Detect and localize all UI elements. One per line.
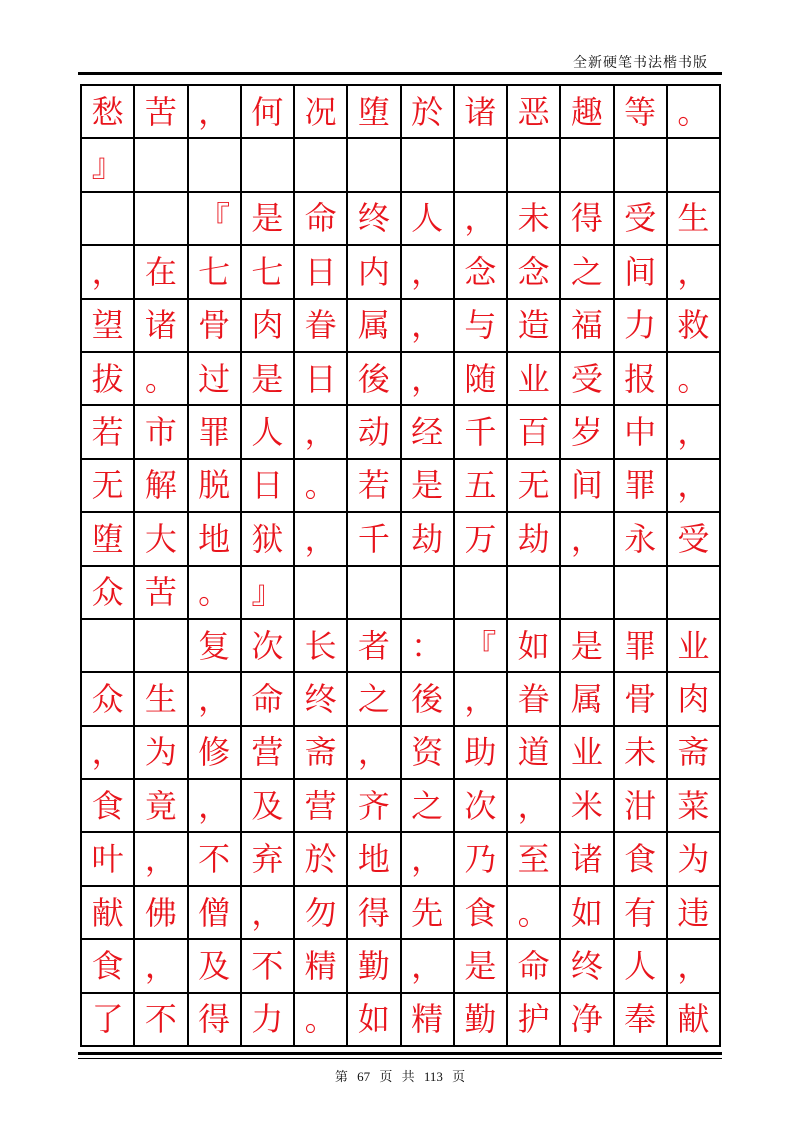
grid-cell: 永 (615, 513, 668, 566)
grid-cell: 米 (561, 780, 614, 833)
grid-cell: 苦 (135, 567, 188, 620)
grid-cell (668, 139, 721, 192)
grid-cell: 者 (348, 620, 401, 673)
grid-cell: 肉 (242, 300, 295, 353)
grid-cell: 眷 (508, 673, 561, 726)
grid-cell: 福 (561, 300, 614, 353)
grid-cell: 念 (508, 246, 561, 299)
grid-cell: 造 (508, 300, 561, 353)
grid-cell: 泔 (615, 780, 668, 833)
grid-cell (295, 567, 348, 620)
grid-cell: 如 (508, 620, 561, 673)
grid-cell: 献 (668, 994, 721, 1047)
grid-cell (135, 193, 188, 246)
grid-cell: 。 (668, 353, 721, 406)
grid-cell: 若 (82, 406, 135, 459)
total-pages: 113 (423, 1069, 443, 1084)
grid-cell: 竟 (135, 780, 188, 833)
grid-cell: 後 (402, 673, 455, 726)
grid-cell: 。 (189, 567, 242, 620)
grid-cell: 无 (508, 460, 561, 513)
grid-cell: 罪 (615, 460, 668, 513)
grid-cell: 了 (82, 994, 135, 1047)
grid-cell: 地 (348, 833, 401, 886)
grid-cell (508, 139, 561, 192)
grid-cell: 佛 (135, 887, 188, 940)
grid-cell: 不 (242, 940, 295, 993)
grid-cell: 命 (242, 673, 295, 726)
grid-cell: 『 (189, 193, 242, 246)
grid-cell: 终 (561, 940, 614, 993)
grid-cell: 。 (295, 994, 348, 1047)
grid-cell: 次 (455, 780, 508, 833)
grid-cell: 终 (348, 193, 401, 246)
grid-cell: ， (455, 673, 508, 726)
grid-cell: 人 (402, 193, 455, 246)
grid-cell: 劫 (508, 513, 561, 566)
grid-cell: 『 (455, 620, 508, 673)
grid-cell: 勤 (348, 940, 401, 993)
grid-cell (348, 567, 401, 620)
grid-cell: 。 (135, 353, 188, 406)
grid-cell: 日 (295, 353, 348, 406)
grid-cell: 报 (615, 353, 668, 406)
grid-cell: 之 (402, 780, 455, 833)
grid-cell: 内 (348, 246, 401, 299)
grid-cell: ， (455, 193, 508, 246)
grid-cell: 修 (189, 727, 242, 780)
grid-cell: 为 (668, 833, 721, 886)
grid-cell: 斋 (295, 727, 348, 780)
grid-cell: 人 (242, 406, 295, 459)
grid-cell: 』 (82, 139, 135, 192)
grid-cell: 诸 (561, 833, 614, 886)
grid-cell (348, 139, 401, 192)
grid-cell: 於 (295, 833, 348, 886)
grid-cell: 力 (242, 994, 295, 1047)
grid-cell: ， (508, 780, 561, 833)
grid-cell: 精 (295, 940, 348, 993)
grid-cell: 是 (242, 193, 295, 246)
grid-cell: 资 (402, 727, 455, 780)
grid-cell: ， (668, 460, 721, 513)
grid-cell: 勿 (295, 887, 348, 940)
grid-cell: 岁 (561, 406, 614, 459)
grid-cell: ， (189, 780, 242, 833)
grid-cell: 间 (615, 246, 668, 299)
grid-cell: 五 (455, 460, 508, 513)
grid-cell: 经 (402, 406, 455, 459)
grid-cell: 营 (295, 780, 348, 833)
grid-cell: 众 (82, 673, 135, 726)
grid-cell: ， (402, 353, 455, 406)
footer-total-unit: 页 (452, 1069, 466, 1084)
grid-cell: ， (135, 940, 188, 993)
grid-cell: 奉 (615, 994, 668, 1047)
grid-cell (82, 620, 135, 673)
footer-page-unit: 页 (379, 1069, 393, 1084)
grid-cell: 骨 (615, 673, 668, 726)
grid-cell: 菜 (668, 780, 721, 833)
grid-cell: 得 (561, 193, 614, 246)
grid-cell: 勤 (455, 994, 508, 1047)
grid-cell: 人 (615, 940, 668, 993)
grid-cell: 望 (82, 300, 135, 353)
grid-cell (82, 193, 135, 246)
grid-cell (561, 567, 614, 620)
grid-cell: 是 (561, 620, 614, 673)
footer-total-prefix: 共 (401, 1069, 415, 1084)
grid-cell: 受 (561, 353, 614, 406)
grid-cell: 地 (189, 513, 242, 566)
grid-cell: 狱 (242, 513, 295, 566)
grid-cell: 食 (82, 780, 135, 833)
grid-cell: 不 (189, 833, 242, 886)
grid-cell: 叶 (82, 833, 135, 886)
grid-cell (615, 567, 668, 620)
grid-cell: 市 (135, 406, 188, 459)
grid-cell: 日 (295, 246, 348, 299)
grid-cell (615, 139, 668, 192)
grid-cell (295, 139, 348, 192)
grid-cell: ， (668, 246, 721, 299)
grid-cell: 业 (561, 727, 614, 780)
grid-cell: 净 (561, 994, 614, 1047)
grid-cell: 解 (135, 460, 188, 513)
grid-cell: ， (402, 300, 455, 353)
grid-cell: 及 (189, 940, 242, 993)
grid-cell (455, 567, 508, 620)
grid-cell: 复 (189, 620, 242, 673)
grid-cell: 献 (82, 887, 135, 940)
grid-cell: 罪 (189, 406, 242, 459)
grid-cell: 得 (348, 887, 401, 940)
grid-cell: 等 (615, 86, 668, 139)
grid-cell: 及 (242, 780, 295, 833)
grid-cell: 念 (455, 246, 508, 299)
grid-cell: 。 (508, 887, 561, 940)
grid-cell: 违 (668, 887, 721, 940)
grid-cell: 之 (561, 246, 614, 299)
grid-cell: 僧 (189, 887, 242, 940)
grid-cell: 眷 (295, 300, 348, 353)
grid-cell: 食 (615, 833, 668, 886)
grid-cell: 食 (82, 940, 135, 993)
grid-cell: ， (295, 513, 348, 566)
grid-cell: 与 (455, 300, 508, 353)
footer-rule-thick (78, 1052, 722, 1055)
grid-cell: 救 (668, 300, 721, 353)
grid-cell (242, 139, 295, 192)
grid-cell: 肉 (668, 673, 721, 726)
grid-cell: 精 (402, 994, 455, 1047)
grid-cell: 千 (455, 406, 508, 459)
grid-cell (135, 139, 188, 192)
grid-cell: 是 (242, 353, 295, 406)
grid-cell: 得 (189, 994, 242, 1047)
grid-cell: 後 (348, 353, 401, 406)
grid-cell: 至 (508, 833, 561, 886)
grid-cell: 营 (242, 727, 295, 780)
grid-cell: 大 (135, 513, 188, 566)
grid-cell: 动 (348, 406, 401, 459)
grid-cell: 乃 (455, 833, 508, 886)
grid-cell: 。 (295, 460, 348, 513)
grid-cell: 长 (295, 620, 348, 673)
grid-cell: 何 (242, 86, 295, 139)
page-number: 67 (357, 1069, 371, 1084)
grid-cell: 弃 (242, 833, 295, 886)
grid-cell (561, 139, 614, 192)
grid-cell: 况 (295, 86, 348, 139)
grid-cell: 力 (615, 300, 668, 353)
grid-cell: 次 (242, 620, 295, 673)
grid-cell: 食 (455, 887, 508, 940)
grid-cell: 如 (348, 994, 401, 1047)
grid-cell: ， (402, 246, 455, 299)
footer-rule-thin (78, 1058, 722, 1059)
grid-cell: 有 (615, 887, 668, 940)
grid-cell: ， (668, 406, 721, 459)
grid-cell: 诸 (135, 300, 188, 353)
grid-cell: 中 (615, 406, 668, 459)
grid-cell (402, 139, 455, 192)
grid-cell: ， (242, 887, 295, 940)
grid-cell: 。 (668, 86, 721, 139)
grid-cell: 生 (135, 673, 188, 726)
grid-cell (402, 567, 455, 620)
grid-cell: ， (82, 246, 135, 299)
grid-cell: 诸 (455, 86, 508, 139)
grid-cell: ， (189, 673, 242, 726)
grid-cell: 苦 (135, 86, 188, 139)
page-footer (0, 1066, 800, 1085)
grid-cell: ， (189, 86, 242, 139)
grid-cell: 终 (295, 673, 348, 726)
grid-cell: 不 (135, 994, 188, 1047)
grid-cell: 脱 (189, 460, 242, 513)
grid-cell: 属 (561, 673, 614, 726)
grid-cell: 如 (561, 887, 614, 940)
grid-cell: 众 (82, 567, 135, 620)
grid-cell: 劫 (402, 513, 455, 566)
grid-cell: 万 (455, 513, 508, 566)
grid-cell: 於 (402, 86, 455, 139)
grid-cell: 之 (348, 673, 401, 726)
grid-cell: 命 (295, 193, 348, 246)
grid-cell: 护 (508, 994, 561, 1047)
grid-cell: 若 (348, 460, 401, 513)
header-rule (78, 72, 722, 75)
grid-cell: 趣 (561, 86, 614, 139)
grid-cell (508, 567, 561, 620)
grid-cell: 生 (668, 193, 721, 246)
grid-cell: ： (402, 620, 455, 673)
grid-cell: 千 (348, 513, 401, 566)
grid-cell: 未 (508, 193, 561, 246)
grid-cell: 受 (615, 193, 668, 246)
grid-cell: 为 (135, 727, 188, 780)
grid-cell: 业 (668, 620, 721, 673)
grid-cell: 属 (348, 300, 401, 353)
grid-cell: ， (402, 940, 455, 993)
grid-cell: 在 (135, 246, 188, 299)
grid-cell: ， (348, 727, 401, 780)
grid-cell: 是 (455, 940, 508, 993)
grid-cell: ， (135, 833, 188, 886)
calligraphy-grid (80, 84, 721, 1047)
grid-cell: 』 (242, 567, 295, 620)
grid-cell: 恶 (508, 86, 561, 139)
header-title: 全新硬笔书法楷书版 (573, 55, 708, 71)
grid-cell: 随 (455, 353, 508, 406)
footer-prefix: 第 (334, 1069, 348, 1084)
grid-cell: 堕 (82, 513, 135, 566)
grid-cell: ， (402, 833, 455, 886)
grid-cell: ， (82, 727, 135, 780)
grid-cell: 先 (402, 887, 455, 940)
grid-cell: 愁 (82, 86, 135, 139)
grid-cell: 百 (508, 406, 561, 459)
grid-cell: 骨 (189, 300, 242, 353)
grid-cell: 罪 (615, 620, 668, 673)
grid-cell: 道 (508, 727, 561, 780)
grid-cell: 命 (508, 940, 561, 993)
grid-cell: 齐 (348, 780, 401, 833)
grid-cell: ， (668, 940, 721, 993)
grid-cell: 助 (455, 727, 508, 780)
grid-cell: 七 (189, 246, 242, 299)
grid-cell: ， (561, 513, 614, 566)
grid-cell: 业 (508, 353, 561, 406)
grid-cell (135, 620, 188, 673)
grid-cell: 过 (189, 353, 242, 406)
grid-cell (668, 567, 721, 620)
grid-cell: 无 (82, 460, 135, 513)
grid-cell: 斋 (668, 727, 721, 780)
grid-cell: 七 (242, 246, 295, 299)
grid-cell: 拔 (82, 353, 135, 406)
grid-cell: ， (295, 406, 348, 459)
grid-cell: 间 (561, 460, 614, 513)
grid-cell (189, 139, 242, 192)
grid-cell: 是 (402, 460, 455, 513)
grid-cell: 堕 (348, 86, 401, 139)
grid-cell: 受 (668, 513, 721, 566)
grid-cell: 日 (242, 460, 295, 513)
grid-cell: 未 (615, 727, 668, 780)
grid-cell (455, 139, 508, 192)
